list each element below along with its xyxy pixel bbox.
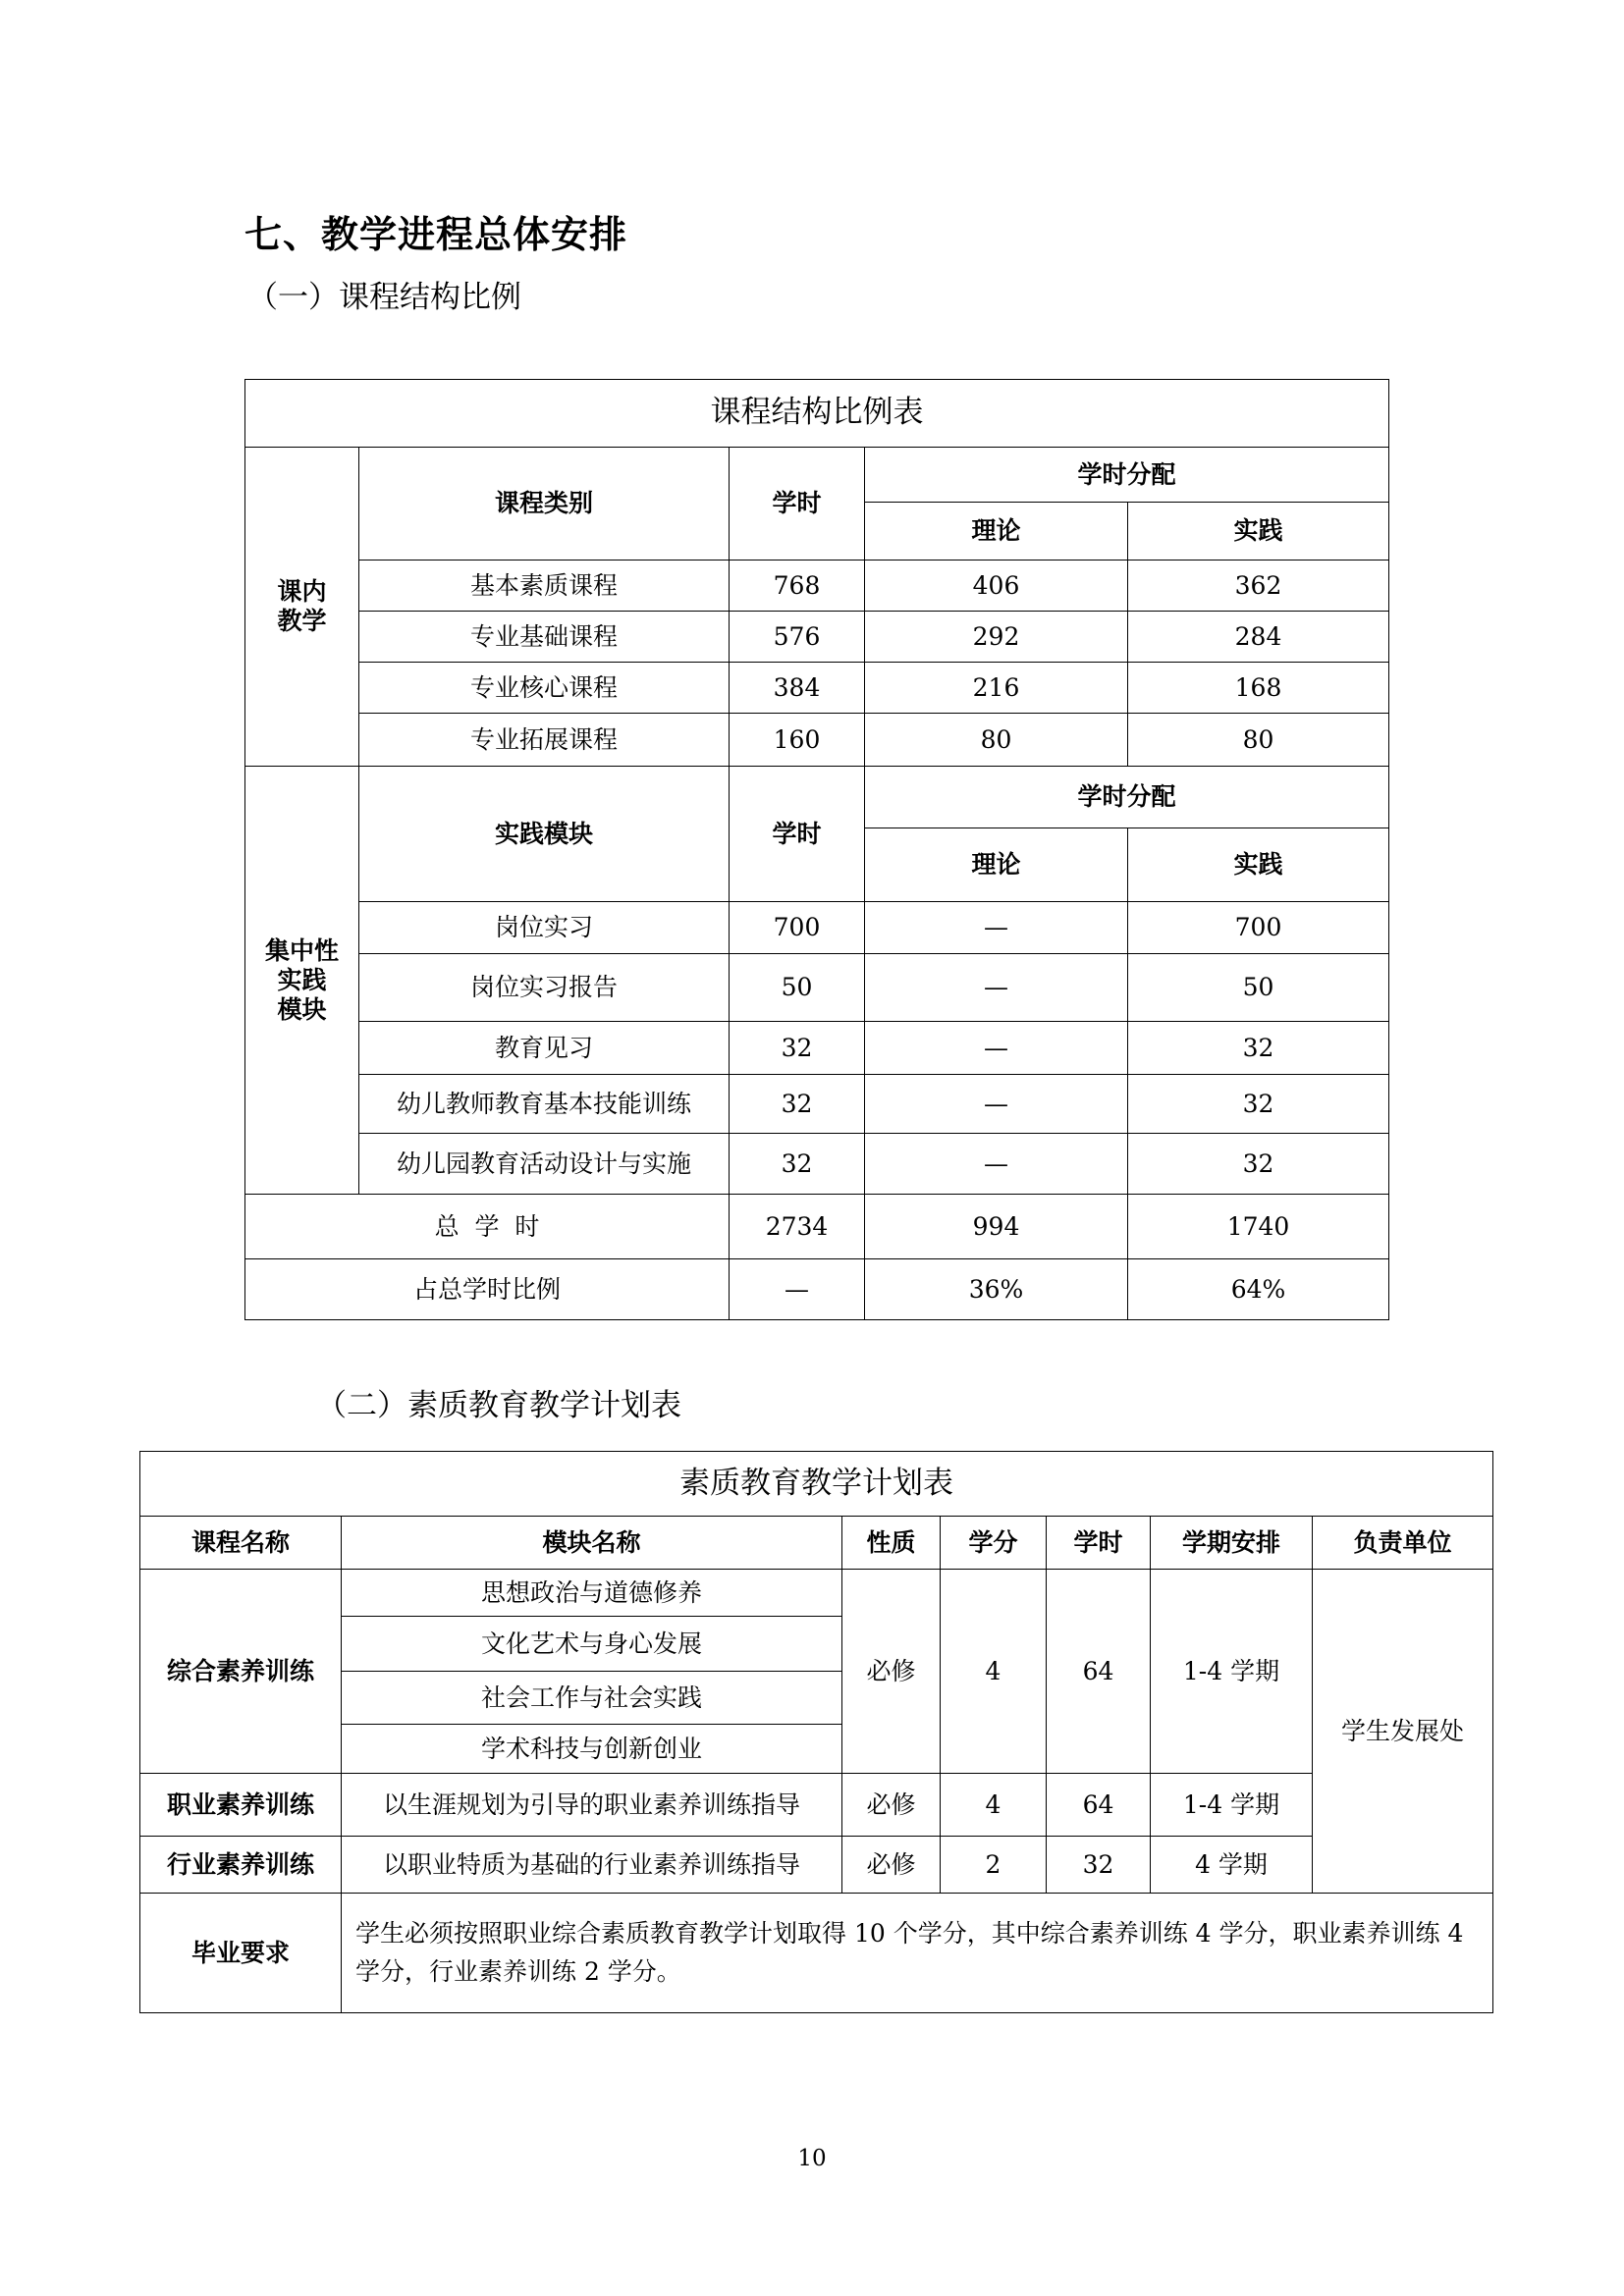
row-name: 基本素质课程 [359,561,730,612]
graduation-row [140,1894,1493,2013]
course-credits: 4 [941,1774,1047,1837]
row-theory: 292 [865,612,1128,663]
table-row [140,1570,1493,1617]
course-nature: 必修 [842,1774,941,1837]
table-row [245,1134,1389,1195]
col-header-distribution: 学时分配 [865,767,1389,828]
row-name: 幼儿园教育活动设计与实施 [359,1134,730,1195]
table-row [245,714,1389,767]
course-semester: 1-4 学期 [1151,1774,1313,1837]
module-name: 以职业特质为基础的行业素养训练指导 [342,1837,842,1894]
col-header-hours: 学时 [730,448,865,561]
row-practice: 284 [1128,612,1389,663]
row-hours: 32 [730,1022,865,1075]
course-nature: 必修 [842,1837,941,1894]
module-name: 文化艺术与身心发展 [342,1617,842,1672]
course-name: 综合素养训练 [140,1570,342,1774]
module-name: 社会工作与社会实践 [342,1672,842,1725]
module-name: 学术科技与创新创业 [342,1725,842,1774]
col-header-hours: 学时 [730,767,865,902]
course-hours: 64 [1047,1570,1151,1774]
group-label-classroom: 课内 教学 [245,448,359,767]
page-number: 10 [797,2146,827,2171]
row-theory: 80 [865,714,1128,767]
table-row [140,1837,1493,1894]
col-header-course-name: 课程名称 [140,1517,342,1570]
col-header-distribution: 学时分配 [865,448,1389,503]
row-theory: — [865,1022,1128,1075]
row-practice: 50 [1128,954,1389,1022]
ratio-label: 占总学时比例 [245,1259,730,1320]
col-header-practice: 实践 [1128,828,1389,902]
col-header-module: 实践模块 [359,767,730,902]
row-hours: 32 [730,1134,865,1195]
table-row [245,1075,1389,1134]
ratio-practice: 64% [1128,1259,1389,1320]
ratio-hours: — [730,1259,865,1320]
ratio-row [245,1259,1389,1320]
row-theory: 216 [865,663,1128,714]
page-heading: 七、教学进程总体安排 [244,213,628,256]
total-theory: 994 [865,1195,1128,1259]
table-row [140,1774,1493,1837]
col-header-theory: 理论 [865,503,1128,561]
quality-education-plan-table [139,1451,1493,2013]
course-credits: 4 [941,1570,1047,1774]
course-semester: 1-4 学期 [1151,1570,1313,1774]
header-row [140,1517,1493,1570]
col-header-module-name: 模块名称 [342,1517,842,1570]
total-hours: 2734 [730,1195,865,1259]
row-hours: 160 [730,714,865,767]
table-row [245,954,1389,1022]
total-label: 总 学 时 [245,1195,730,1259]
row-name: 岗位实习 [359,902,730,954]
col-header-hours: 学时 [1047,1517,1151,1570]
row-name: 专业拓展课程 [359,714,730,767]
row-theory: — [865,1134,1128,1195]
row-hours: 384 [730,663,865,714]
group-label-practice-module: 集中性 实践 模块 [245,767,359,1195]
ratio-theory: 36% [865,1259,1128,1320]
total-practice: 1740 [1128,1195,1389,1259]
row-practice: 32 [1128,1075,1389,1134]
course-name: 行业素养训练 [140,1837,342,1894]
row-name: 教育见习 [359,1022,730,1075]
row-hours: 50 [730,954,865,1022]
section-title-quality-education: （二）素质教育教学计划表 [316,1388,681,1423]
table-row [245,1022,1389,1075]
row-name: 岗位实习报告 [359,954,730,1022]
table-row [245,561,1389,612]
course-hours: 32 [1047,1837,1151,1894]
row-theory: 406 [865,561,1128,612]
course-credits: 2 [941,1837,1047,1894]
row-hours: 768 [730,561,865,612]
row-theory: — [865,954,1128,1022]
row-practice: 362 [1128,561,1389,612]
course-semester: 4 学期 [1151,1837,1313,1894]
col-header-credits: 学分 [941,1517,1047,1570]
row-name: 专业基础课程 [359,612,730,663]
row-hours: 32 [730,1075,865,1134]
row-practice: 700 [1128,902,1389,954]
col-header-responsible: 负责单位 [1313,1517,1493,1570]
row-hours: 700 [730,902,865,954]
table-row [245,902,1389,954]
row-practice: 32 [1128,1022,1389,1075]
row-practice: 80 [1128,714,1389,767]
section-title-course-structure: （一）课程结构比例 [247,280,521,315]
table-title: 课程结构比例表 [245,380,1389,448]
graduation-text: 学生必须按照职业综合素质教育教学计划取得 10 个学分，其中综合素养训练 4 学分，职业素养训练 4 学分，行业素养训练 2 学分。 [342,1894,1493,2013]
col-header-theory: 理论 [865,828,1128,902]
table-title: 素质教育教学计划表 [140,1452,1493,1517]
total-row [245,1195,1389,1259]
row-hours: 576 [730,612,865,663]
col-header-semester: 学期安排 [1151,1517,1313,1570]
course-nature: 必修 [842,1570,941,1774]
col-header-category: 课程类别 [359,448,730,561]
row-theory: — [865,1075,1128,1134]
course-structure-table [244,379,1389,1320]
course-hours: 64 [1047,1774,1151,1837]
col-header-practice: 实践 [1128,503,1389,561]
module-name: 以生涯规划为引导的职业素养训练指导 [342,1774,842,1837]
course-name: 职业素养训练 [140,1774,342,1837]
row-practice: 32 [1128,1134,1389,1195]
row-theory: — [865,902,1128,954]
module-name: 思想政治与道德修养 [342,1570,842,1617]
table-row [245,612,1389,663]
row-practice: 168 [1128,663,1389,714]
row-name: 专业核心课程 [359,663,730,714]
col-header-nature: 性质 [842,1517,941,1570]
graduation-label: 毕业要求 [140,1894,342,2013]
table-row [245,663,1389,714]
row-name: 幼儿教师教育基本技能训练 [359,1075,730,1134]
responsible-unit: 学生发展处 [1313,1570,1493,1894]
